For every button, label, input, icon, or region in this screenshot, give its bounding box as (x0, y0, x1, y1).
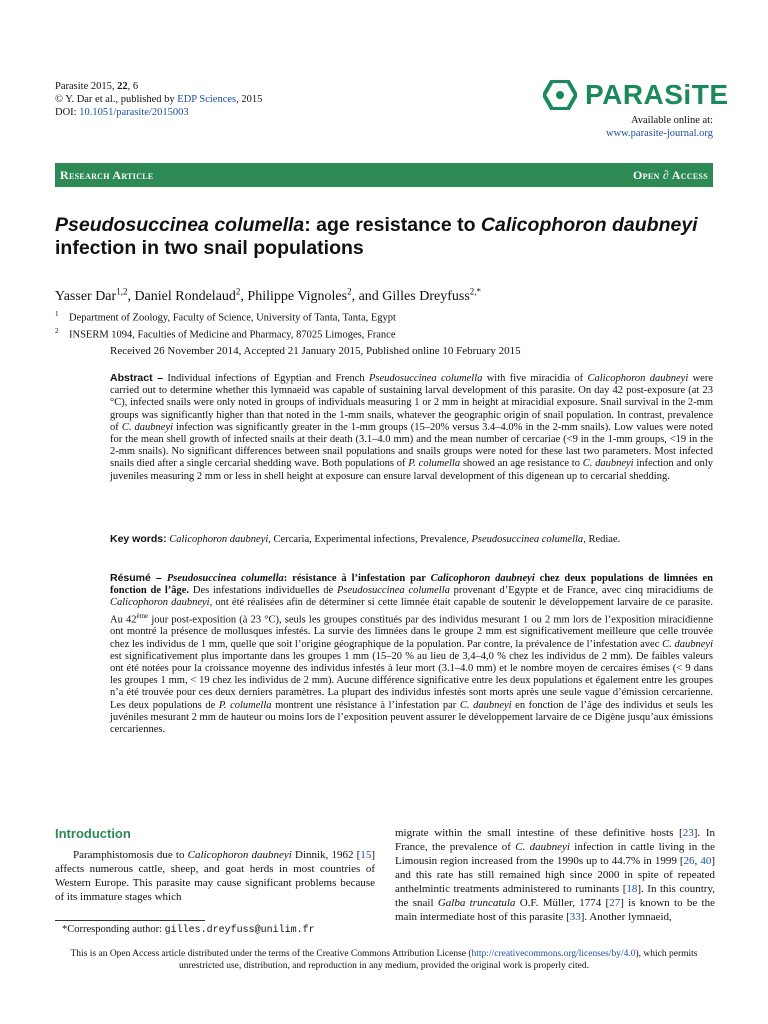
reference-link[interactable]: 33 (569, 911, 581, 923)
title-text-end: infection in two snail populations (55, 237, 364, 259)
doi-link[interactable]: 10.1051/parasite/2015003 (79, 107, 189, 118)
resume-label: Résumé – (110, 572, 162, 584)
author-list (55, 286, 481, 305)
reference-link[interactable]: 18 (626, 883, 638, 895)
footnote-rule (55, 920, 205, 921)
journal-volume: Parasite 2015, (55, 81, 118, 92)
reference-link[interactable]: 23 (682, 827, 694, 839)
license-text: This is an Open Access article distributed under the terms of the Creative Commons Attribution License (http://creativecommons.org/licenses/by/4.0), which permits unrestricted use, distribution, and reproduction in any medium, provided the original work is properly cited. (70, 949, 698, 971)
title-text: : age resistance to (304, 214, 481, 236)
reference-link[interactable]: 15 (360, 849, 372, 861)
parasite-logo-icon (543, 80, 577, 110)
logo-text: PARASiTE (585, 79, 729, 110)
article-banner (55, 163, 713, 187)
received-dates: Received 26 November 2014, Accepted 21 January 2015, Published online 10 February 2015 (110, 345, 521, 357)
abstract-label: Abstract – (110, 372, 164, 384)
available-label: Available online at: (630, 115, 713, 126)
availability (606, 114, 713, 140)
article-type: Research Article (60, 167, 154, 182)
introduction-heading: Introduction (55, 826, 131, 841)
intro-column-left: Paramphistomosis due to Calicophoron daubneyi Dinnik, 1962 [15] affects numerous cattle, sheep, and goat herds in most countries of Western Europe. This parasite may cause significant problems because of its immature stages which (55, 849, 375, 903)
article-title (55, 214, 713, 260)
journal-url-link[interactable]: www.parasite-journal.org (605, 128, 713, 139)
affiliation: $^1$ Department of Zoology, Faculty of Science, University of Tanta, Tanta, Egypt (55, 310, 396, 324)
keywords: Key words: Calicophoron daubneyi, Cercaria, Experimental infections, Prevalence, Pseudosuccinea columella, Rediae. (110, 533, 621, 545)
resume: Résumé – Pseudosuccinea columella: résistance à l’infestation par Calicophoron daubneyi chez deux populations de limnées en fonction de l’âge. Des infestations individuelles de Pseudosuccinea columella provenant d’Egypte et de France, avec cinq miracidiums de Calicophoron daubneyi, ont été réalisées afin de déterminer si cette limnée était capable de soutenir le développement larvaire de ce parasite. Au 42ème jour post-exposition (à 23 °C), seuls les groupes constitués par des individus mesurant 1 ou 2 mm lors de l’exposition miracidienne ont montré la présence de mollusques infestés. La survie des limnées dans le groupe 2 mm est significativement meilleure que celle trouvée chez les individus de 1 mm, quelle que soit l’origine géographique de la population. Par contre, la prévalence de l’infestation avec C. daubneyi est significativement plus importante dans les groupes 1 mm (15–20 % au lieu de 3,4–4,0 % chez les individus de 2 mm). De faibles valeurs ont été notées pour la croissance moyenne des individus infestés à leur mort (3.1–4.0 mm) et le nombre moyen de cercaires émises (< 9 dans les groupes 1 mm, < 19 chez les individus de 2 mm). Aucune différence significative entre les deux populations et également entre les groupes n’a été trouvée pour ces deux derniers paramètres. La plupart des individus infestés sont morts après une seule vague d’émission cercarienne. Les deux populations de P. columella montrent une résistance à l’infestation par C. daubneyi en fonction de l’âge des individus et seuls les juvéniles mesurant 2 mm de hauteur ou moins lors de l’exposition peuvent assurer le développement larvaire de ce Digène jusqu’aux émissions cercariennes. (110, 572, 714, 735)
intro-column-right: migrate within the small intestine of these definitive hosts [23]. In France, the prevalence of C. daubneyi infection in cattle living in the Limousin region increased from the 1990s up to 44.7% in 1999 [26, 40] and this rate has still remained high since 2000 in spite of repeated anthelmintic treatments administered to ruminants [18]. In this country, the snail Galba truncatula O.F. Müller, 1774 [27] is known to be the main intermediate host of this parasite [33]. Another lymnaeid, (395, 827, 716, 923)
author: Daniel Rondelaud$^2$, (134, 286, 248, 304)
reference-link[interactable]: 40 (700, 855, 712, 867)
author: Gilles Dreyfuss$^{2,*}$ (382, 286, 482, 304)
title-species: Pseudosuccinea columella (55, 214, 305, 236)
volume-number: 22 (117, 81, 128, 92)
keywords-label: Key words: (110, 533, 167, 545)
copyright-year: , 2015 (236, 94, 263, 105)
doi-label: DOI: (55, 107, 80, 118)
abstract: Abstract – Individual infections of Egyptian and French Pseudosuccinea columella with five miracidia of Calicophoron daubneyi were carried out to determine whether this lymnaeid was capable of sustaining larval development of this parasite. On day 42 post-exposure (at 23 °C), infected snails were only noted in groups of individuals measuring 1 or 2 mm in height at miracidial exposure. Snail survival in the 2-mm groups was significantly higher than that noted in the 1-mm snails, whatever the geographic origin of snail population. In contrast, prevalence of C. daubneyi infection was significantly greater in the 1-mm groups (15–20% versus 3.4–4.0% in the 2-mm snails). Low values were noted for the mean shell growth of infected snails at their death (3.1–4.0 mm) and the mean number of cercariae (<9 in the 1-mm groups, <19 in the 2-mm snails). No significant differences between snail populations and snails groups were noted for these last two parameters. Most infected snails died after a single cercarial shedding wave. Both populations of P. columella showed an age resistance to C. daubneyi infection and only juveniles measuring 2 mm or less in shell height at exposure can ensure larval development of this digenean up to cercarial shedding. (110, 372, 714, 482)
title-parasite: Calicophoron daubneyi (480, 214, 698, 236)
author: Philippe Vignoles$^2$, and (247, 286, 383, 304)
reference-link[interactable]: 27 (609, 897, 621, 909)
corresponding-author: *Corresponding author: gilles.dreyfuss@unilim.fr (62, 924, 315, 936)
journal-meta (55, 80, 262, 119)
open-access-label: Open ∂ Access (633, 167, 708, 182)
author: Yasser Dar$^{1,2}$, (55, 286, 135, 304)
license-link[interactable]: http://creativecommons.org/licenses/by/4.0 (471, 949, 636, 959)
author-email[interactable]: gilles.dreyfuss@unilim.fr (164, 925, 315, 936)
affiliation: $^2$ INSERM 1094, Faculties of Medicine and Pharmacy, 87025 Limoges, France (55, 326, 396, 340)
copyright: © Y. Dar et al., published by (55, 94, 178, 105)
publisher-link[interactable]: EDP Sciences (177, 94, 237, 105)
affiliations (55, 308, 396, 341)
reference-link[interactable]: 26 (683, 855, 695, 867)
issue-number: , 6 (127, 81, 139, 92)
parasite-logo (543, 79, 729, 110)
